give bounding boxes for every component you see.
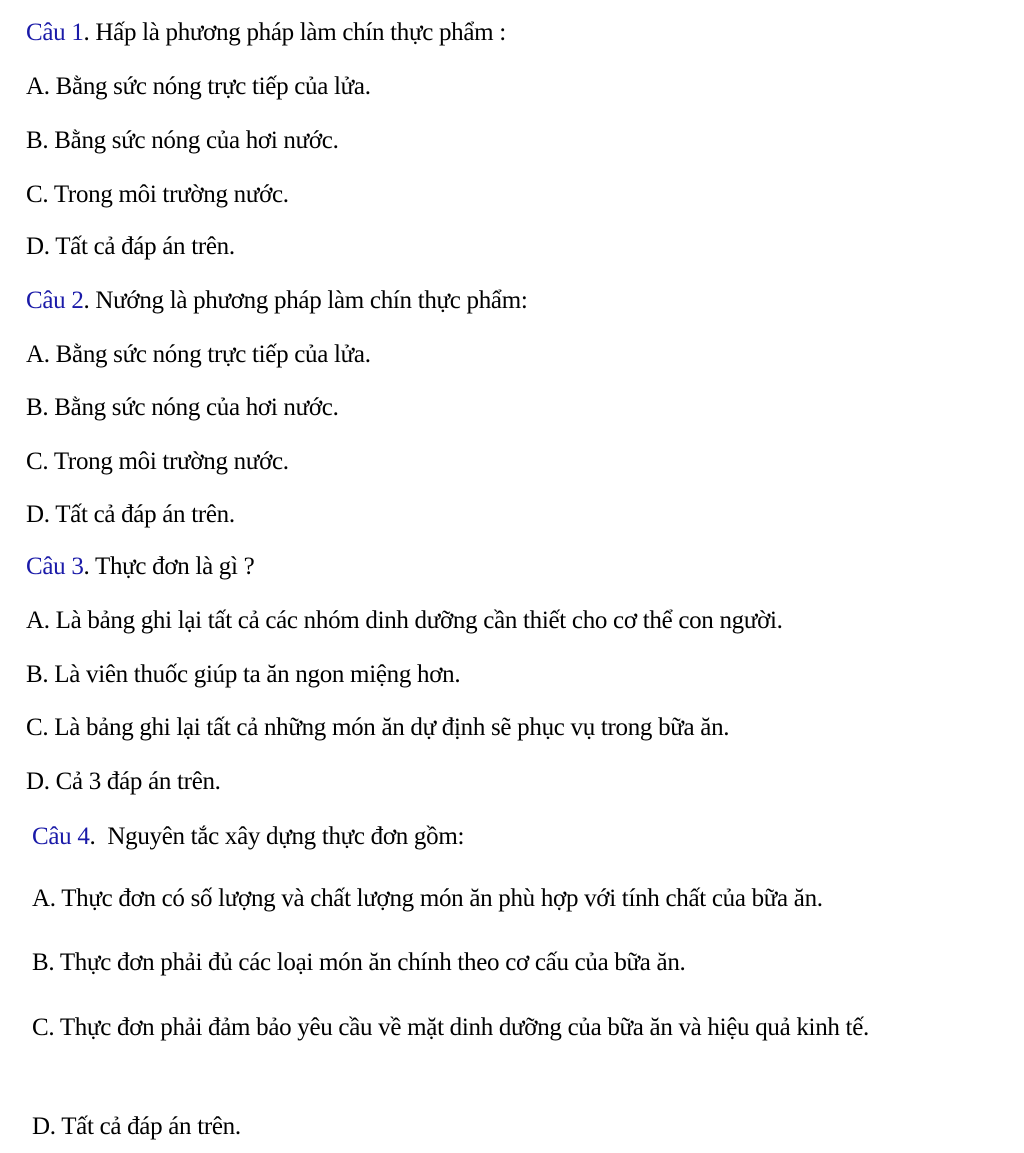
question-2-option-d: D. Tất cả đáp án trên. xyxy=(26,501,235,528)
question-2-option-b: B. Bằng sức nóng của hơi nước. xyxy=(26,394,339,421)
question-3 xyxy=(26,552,254,582)
question-4-option-b: B. Thực đơn phải đủ các loại món ăn chính theo cơ cấu của bữa ăn. xyxy=(32,949,686,976)
question-2-option-a: A. Bằng sức nóng trực tiếp của lửa. xyxy=(26,341,371,368)
question-4 xyxy=(32,822,464,852)
question-2-text: . Nướng là phương pháp làm chín thực phẩm: xyxy=(83,287,528,314)
question-3-label: Câu 3 xyxy=(26,553,84,580)
question-4-option-a: A. Thực đơn có số lượng và chất lượng món ăn phù hợp với tính chất của bữa ăn. xyxy=(32,885,823,912)
question-2-option-c: C. Trong môi trường nước. xyxy=(26,448,289,475)
question-2-label: Câu 2 xyxy=(26,287,84,314)
question-3-text: . Thực đơn là gì ? xyxy=(83,553,255,580)
question-4-label: Câu 4 xyxy=(32,823,90,850)
question-3-option-a: A. Là bảng ghi lại tất cả các nhóm dinh dưỡng cần thiết cho cơ thể con người. xyxy=(26,607,783,634)
question-3-option-d: D. Cả 3 đáp án trên. xyxy=(26,768,221,795)
question-4-option-d: D. Tất cả đáp án trên. xyxy=(32,1113,241,1140)
question-4-option-c: C. Thực đơn phải đảm bảo yêu cầu về mặt dinh dưỡng của bữa ăn và hiệu quả kinh tế. xyxy=(32,1014,869,1041)
question-3-option-b: B. Là viên thuốc giúp ta ăn ngon miệng hơn. xyxy=(26,661,461,688)
question-1-option-b: B. Bằng sức nóng của hơi nước. xyxy=(26,127,339,154)
question-1-text: . Hấp là phương pháp làm chín thực phẩm : xyxy=(83,19,506,46)
question-1-label: Câu 1 xyxy=(26,19,84,46)
question-4-text: . Nguyên tắc xây dựng thực đơn gồm: xyxy=(89,823,465,850)
question-1 xyxy=(26,18,506,48)
question-2 xyxy=(26,286,528,316)
question-1-option-c: C. Trong môi trường nước. xyxy=(26,181,289,208)
question-1-option-d: D. Tất cả đáp án trên. xyxy=(26,233,235,260)
question-1-option-a: A. Bằng sức nóng trực tiếp của lửa. xyxy=(26,73,371,100)
question-3-option-c: C. Là bảng ghi lại tất cả những món ăn dự định sẽ phục vụ trong bữa ăn. xyxy=(26,714,730,741)
